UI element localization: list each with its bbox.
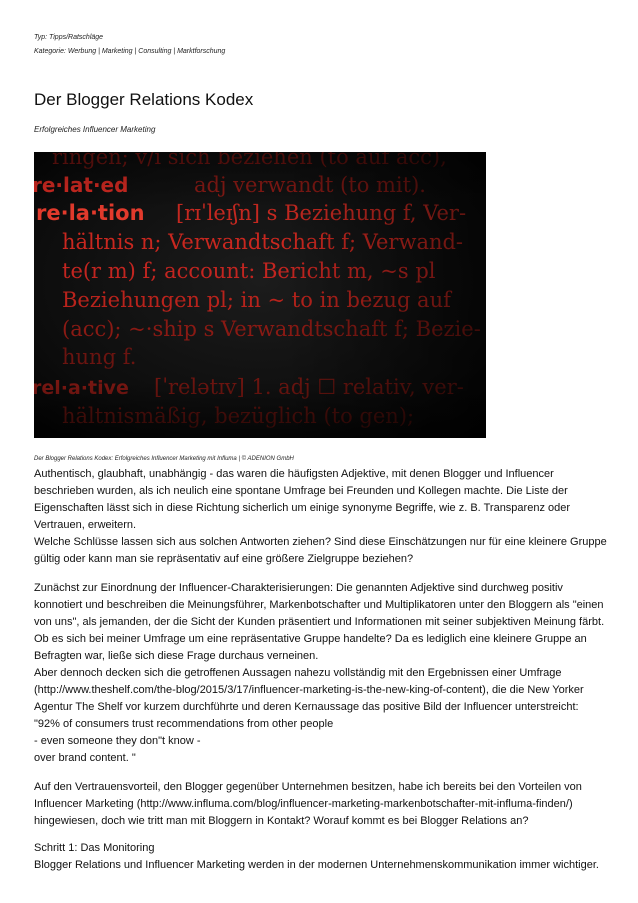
image-caption: Der Blogger Relations Kodex: Erfolgreiches Influencer Marketing mit Influma | © ADENION GmbH	[34, 456, 294, 462]
quote-line-2: - even someone they don"t know -	[34, 735, 201, 747]
paragraph-classification: Zunächst zur Einordnung der Influencer-Charakterisierungen: Die genannten Adjektive sind durchweg positiv konnotiert und beschreiben die Meinungsführer, Markenbotschafter und Multiplikatoren unter den Bloggern als "einen von uns", als jemanden, der die Sicht der Kunden präsentiert und Informationen mit seiner subjektiven Meinung färbt.	[34, 582, 605, 628]
article-body	[34, 466, 610, 874]
page-subtitle: Erfolgreiches Influencer Marketing	[34, 125, 156, 134]
quote-line-3: over brand content. "	[34, 752, 136, 764]
dictionary-photo-svg	[34, 152, 486, 438]
paragraph-survey: Aber dennoch decken sich die getroffenen Aussagen nahezu vollständig mit den Ergebnissen einer Umfrage (http://www.theshelf.com/the-blog/2015/3/17/influencer-marketing-is-the-new-king-of-content), die die New Yorker Agentur The Shelf vor kurzem durchführte und deren Kernaussage das positive Bild der Influencer unterstreicht:	[34, 667, 584, 713]
document-category: Kategorie: Werbung | Marketing | Consulting | Marktforschung	[34, 48, 226, 55]
paragraph-intro: Authentisch, glaubhaft, unabhängig - das waren die häufigsten Adjektive, mit denen Blogger und Influencer beschrieben wurden, als ich neulich eine spontane Umfrage bei Freunden und Kollegen machte. Die Liste der Eigenschaften lässt sich in diese Richtung sicherlich um einige synonyme Begriffe, wie z. B. Transparenz oder Vertrauen, erweitern.	[34, 468, 571, 531]
section-heading-monitoring: Schritt 1: Das Monitoring	[34, 842, 155, 854]
paragraph-monitoring: Blogger Relations und Influencer Marketing werden in der modernen Unternehmenskommunikation immer wichtiger.	[34, 859, 599, 871]
page-title: Der Blogger Relations Kodex	[34, 90, 254, 109]
paragraph-questions: Welche Schlüsse lassen sich aus solchen Antworten ziehen? Sind diese Einschätzungen nur für eine kleinere Gruppe gültig oder kann man sie repräsentativ auf eine größere Zielgruppe beziehen?	[34, 536, 607, 565]
quote-line-1: "92% of consumers trust recommendations from other people	[34, 718, 334, 730]
paragraph-trust: Auf den Vertrauensvorteil, den Blogger gegenüber Unternehmen besitzen, habe ich bereits bei den Vorteilen von Influencer Marketing (http://www.influma.com/blog/influencer-marketing-markenbotschafter-mit-influma-finden/) hingewiesen, doch wie tritt man mit Bloggern in Kontakt? Worauf kommt es bei Blogger Relations an?	[34, 781, 582, 827]
photo-vignette-vertical	[34, 152, 486, 438]
dictionary-photo	[34, 152, 486, 438]
document-type: Typ: Tipps/Ratschläge	[34, 34, 104, 41]
paragraph-representative: Ob es sich bei meiner Umfrage um eine repräsentative Gruppe handelte? Da es lediglich eine kleinere Gruppe an Befragten war, ließe sich diese Frage durchaus verneinen.	[34, 633, 587, 662]
